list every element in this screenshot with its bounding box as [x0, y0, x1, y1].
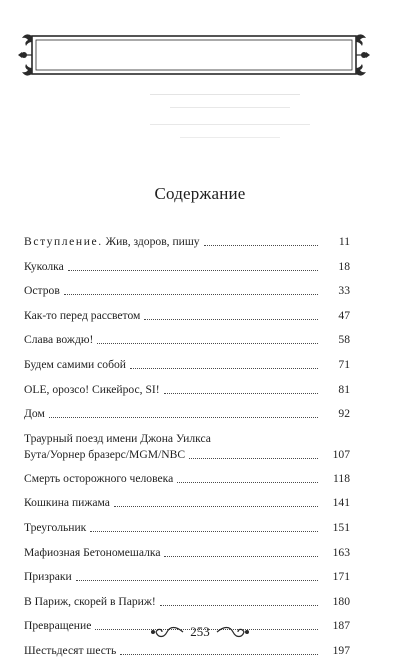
dot-leader — [97, 342, 318, 344]
bleed-through-texture — [150, 88, 350, 138]
toc-entry-title: Слава вождю! — [24, 333, 94, 347]
table-of-contents — [24, 235, 350, 669]
toc-entry-title: Жив, здоров, пишу — [102, 235, 200, 248]
toc-entry-title: Превращение — [24, 619, 92, 633]
toc-entry-page: 11 — [338, 235, 350, 248]
toc-entry-page: 47 — [338, 308, 350, 322]
toc-entry-page: 58 — [338, 333, 350, 347]
frame-ornament-icon — [18, 30, 370, 80]
page-title: Содержание — [154, 184, 246, 203]
right-flourish-icon — [216, 625, 250, 639]
left-flourish-icon — [150, 625, 184, 639]
toc-entry-page: 92 — [338, 407, 350, 421]
toc-entry-title: Дом — [24, 407, 45, 421]
toc-entry[interactable] — [24, 570, 350, 584]
toc-entry-title: Куколка — [24, 259, 64, 273]
page-number: 253 — [190, 624, 210, 639]
toc-entry-page: 33 — [338, 284, 350, 298]
toc-entry-title: В Париж, скорей в Париж! — [24, 594, 156, 608]
toc-entry-title: Траурный поезд имени Джона Уилкса — [24, 431, 211, 445]
toc-entry-page: 141 — [332, 496, 350, 510]
toc-entry-title: Смерть осторожного человека — [24, 471, 174, 485]
toc-entry[interactable] — [24, 644, 350, 658]
toc-entry-page: 18 — [338, 259, 350, 273]
toc-entry[interactable] — [24, 358, 350, 372]
toc-entry[interactable] — [24, 432, 350, 462]
toc-entry[interactable] — [24, 496, 350, 510]
toc-entry-page: 151 — [332, 520, 350, 534]
toc-entry-title: Остров — [24, 284, 60, 298]
toc-entry-title: Шестьдесят шесть — [24, 643, 117, 657]
toc-entry-page: 81 — [338, 382, 350, 396]
toc-entry[interactable] — [24, 521, 350, 535]
dot-leader — [114, 505, 318, 507]
toc-entry[interactable] — [24, 595, 350, 609]
toc-entry[interactable] — [24, 407, 350, 421]
toc-entry[interactable] — [24, 333, 350, 347]
toc-entry-page: 197 — [332, 643, 350, 657]
toc-entry-title: OLE, орозсо! Сикейрос, SI! — [24, 382, 160, 396]
toc-entry[interactable] — [24, 383, 350, 397]
dot-leader — [120, 653, 318, 655]
dot-leader — [130, 367, 318, 369]
toc-entry-prefix: Вступление. — [24, 235, 103, 248]
toc-entry-page: 107 — [332, 447, 350, 461]
dot-leader — [160, 604, 318, 606]
toc-entry-title: Призраки — [24, 570, 72, 584]
header-ornament-frame — [18, 30, 370, 80]
dot-leader — [144, 318, 318, 320]
dot-leader — [164, 555, 318, 557]
dot-leader — [204, 244, 318, 246]
toc-entry-page: 171 — [332, 570, 350, 584]
toc-entry-page: 118 — [333, 471, 350, 485]
dot-leader — [164, 392, 318, 394]
dot-leader — [49, 416, 318, 418]
toc-entry-title-continued: Бута/Уорнер бразерс/MGM/NBC — [24, 447, 186, 461]
toc-entry[interactable] — [24, 546, 350, 560]
dot-leader — [76, 579, 318, 581]
toc-entry[interactable] — [24, 309, 350, 323]
toc-entry-title: Кошкина пижама — [24, 496, 110, 510]
dot-leader — [90, 530, 318, 532]
dot-leader — [68, 269, 318, 271]
toc-entry[interactable] — [24, 284, 350, 298]
toc-entry-title: Треугольник — [24, 520, 87, 534]
toc-entry-title: Будем самими собой — [24, 357, 126, 371]
toc-entry[interactable] — [24, 260, 350, 274]
dot-leader — [64, 293, 318, 295]
toc-entry-page: 180 — [332, 594, 350, 608]
dot-leader — [189, 457, 318, 459]
toc-entry[interactable] — [24, 472, 350, 486]
toc-entry[interactable] — [24, 235, 350, 249]
dot-leader — [177, 481, 318, 483]
toc-entry-page: 163 — [332, 545, 350, 559]
toc-entry-page: 187 — [332, 619, 350, 633]
toc-entry-title: Как-то перед рассветом — [24, 308, 141, 322]
toc-entry-page: 71 — [338, 357, 350, 371]
toc-entry-title: Мафиозная Бетономешалка — [24, 545, 161, 559]
page-footer — [0, 622, 400, 642]
